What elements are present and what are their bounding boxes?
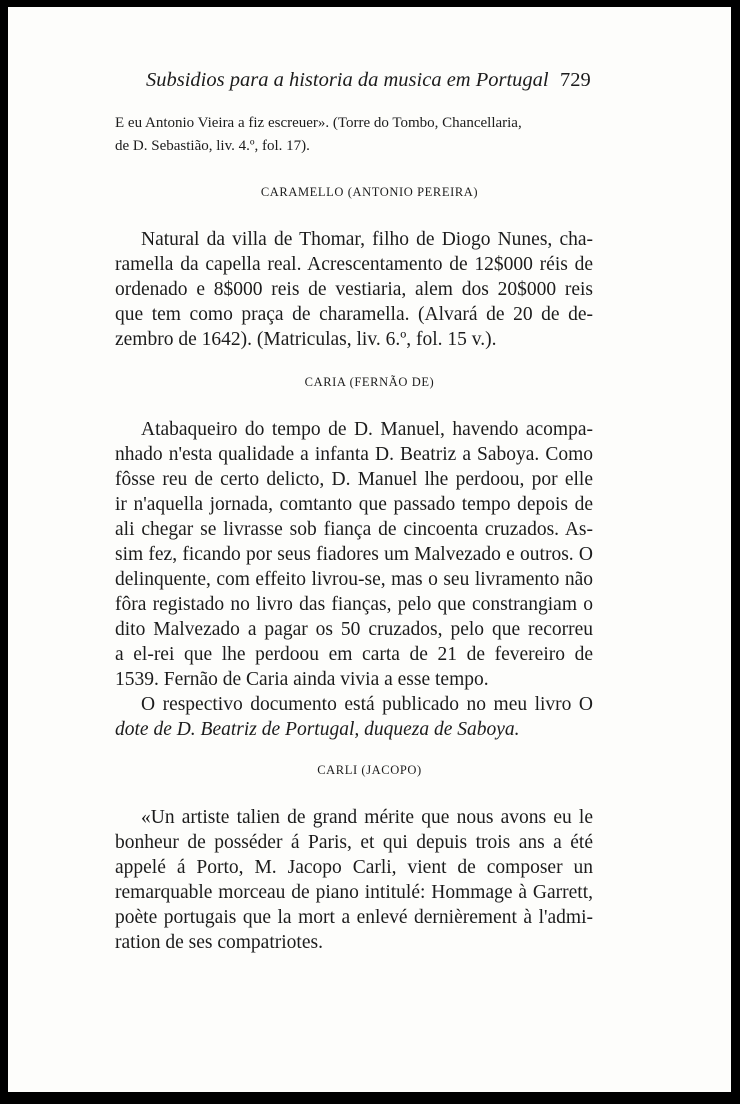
book-page (8, 7, 731, 1092)
section-heading: CARLI (JACOPO) (317, 763, 422, 777)
text-line: fôsse reu de certo delicto, D. Manuel lhe perdoou, por elle (115, 469, 593, 490)
text-line: nhado n'esta qualidade a infanta D. Beatriz a Saboya. Como (115, 444, 593, 465)
text-line: dote de D. Beatriz de Portugal, duqueza de Saboya. (115, 719, 520, 740)
text-line: 1539. Fernão de Caria ainda vivia a esse tempo. (115, 669, 489, 690)
text-line: bonheur de posséder á Paris, et qui depuis trois ans a été (115, 832, 593, 853)
text-line: ramella da capella real. Acrescentamento de 12$000 réis de (115, 254, 593, 275)
text-line: delinquente, com effeito livrou-se, mas o seu livramento não (115, 569, 593, 590)
running-header (8, 69, 731, 99)
text-line: zembro de 1642). (Matriculas, liv. 6.º, fol. 15 v.). (115, 329, 497, 350)
text-line: a el-rei que lhe perdoou em carta de 21 de fevereiro de (115, 644, 593, 665)
running-title: Subsidios para a historia da musica em Portugal (146, 69, 549, 91)
section-heading: CARIA (FERNÃO DE) (304, 375, 435, 389)
text-line: O respectivo documento está publicado no meu livro O (141, 694, 593, 715)
text-line: remarquable morceau de piano intitulé: Hommage à Garrett, (115, 882, 593, 903)
text-line: poète portugais que la mort a enlevé dernièrement à l'admi- (115, 907, 593, 928)
text-line: fôra registado no livro das fianças, pelo que constrangiam o (115, 594, 593, 615)
text-line: appelé á Porto, M. Jacopo Carli, vient de composer un (115, 857, 593, 878)
text-line: «Un artiste talien de grand mérite que nous avons eu le (141, 807, 593, 828)
text-line: Natural da villa de Thomar, filho de Diogo Nunes, cha- (141, 229, 593, 250)
text-line: ration de ses compatriotes. (115, 932, 323, 953)
page-number: 729 (560, 69, 591, 91)
text-line: dito Malvezado a pagar os 50 cruzados, pelo que recorreu (115, 619, 593, 640)
text-line: sim fez, ficando por seus fiadores um Malvezado e outros. O (115, 544, 593, 565)
text-line: ordenado e 8$000 reis de vestiaria, alem dos 20$000 reis (115, 279, 593, 300)
text-line: que tem como praça de charamella. (Alvará de 20 de de- (115, 304, 593, 325)
text-line: ali chegar se livrasse sob fiança de cincoenta cruzados. As- (115, 519, 593, 540)
text-line: Atabaqueiro do tempo de D. Manuel, havendo acompa- (141, 419, 593, 440)
text-line: ir n'aquella jornada, comtanto que passado tempo depois de (115, 494, 593, 515)
intro-line: de D. Sebastião, liv. 4.º, fol. 17). (115, 138, 310, 154)
intro-line: E eu Antonio Vieira a fiz escreuer». (Torre do Tombo, Chancellaria, (115, 115, 522, 131)
section-heading: CARAMELLO (ANTONIO PEREIRA) (260, 185, 479, 199)
